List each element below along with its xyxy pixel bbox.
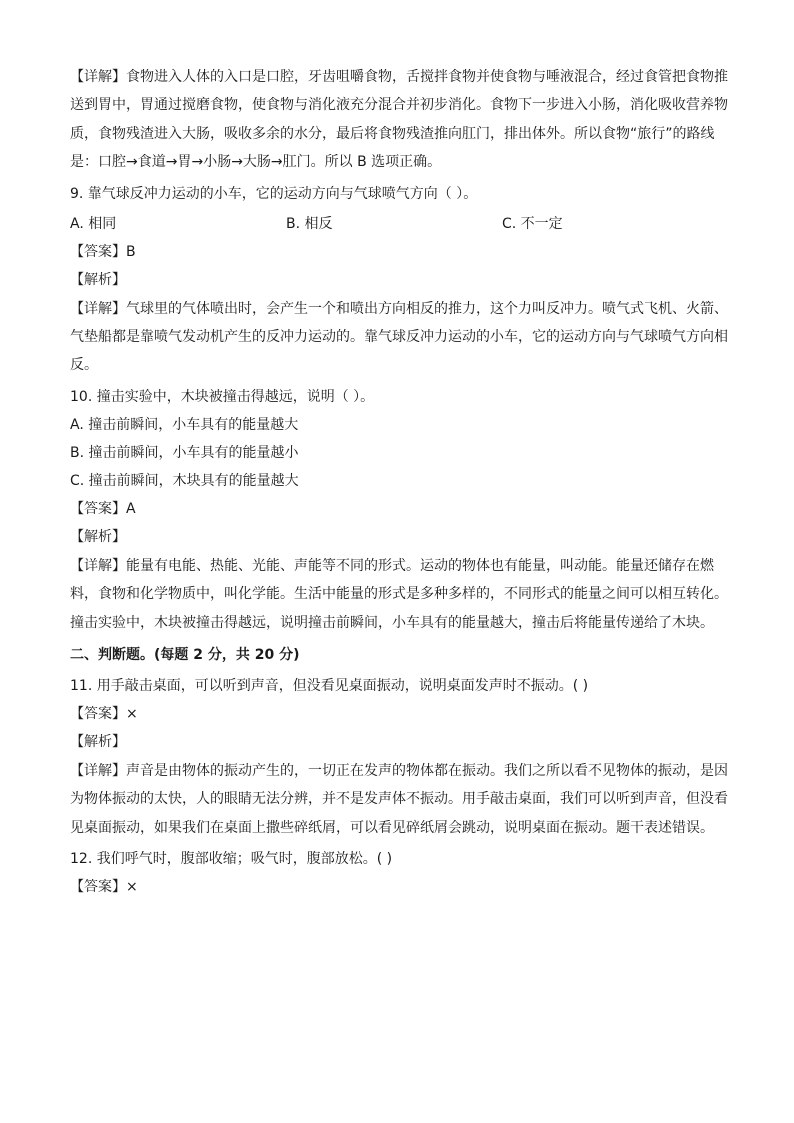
option-c: C. 不一定	[502, 215, 563, 232]
document-page	[70, 62, 730, 901]
answer-label: 【答案】×	[70, 879, 138, 896]
section-heading: 二、判断题。(每题 2 分，共 20 分)	[70, 647, 300, 664]
question-text: 9. 靠气球反冲力运动的小车，它的运动方向与气球喷气方向（ ）。	[70, 185, 478, 202]
detail-paragraph: 【详解】能量有电能、热能、光能、声能等不同的形式。运动的物体也有能量，叫动能。能量还储存在燃料，食物和化学物质中，叫化学能。生活中能量的形式是多种多样的，不同形式的能量之间可以相互转化。撞击实验中，木块被撞击得越远，说明撞击前瞬间，小车具有的能量越大，撞击后将能量传递给了木块。	[70, 557, 728, 631]
answer-label: 【答案】A	[70, 500, 136, 517]
option-b: B. 撞击前瞬间，小车具有的能量越小	[70, 444, 299, 461]
question-text: 11. 用手敲击桌面，可以听到声音，但没看见桌面振动，说明桌面发声时不振动。( )	[70, 678, 589, 695]
question-text: 10. 撞击实验中，木块被撞击得越远，说明（ ）。	[70, 388, 375, 405]
option-a: A. 撞击前瞬间，小车具有的能量越大	[70, 416, 299, 433]
analysis-label: 【解析】	[70, 271, 126, 288]
detail-paragraph: 【详解】声音是由物体的振动产生的，一切正在发声的物体都在振动。我们之所以看不见物体的振动，是因为物体振动的太快，人的眼睛无法分辨，并不是发声体不振动。用手敲击桌面，我们可以听到声音，但没看见桌面振动，如果我们在桌面上撒些碎纸屑，可以看见碎纸屑会跳动，说明桌面在振动。题干表述错误。	[70, 763, 728, 836]
question-9	[70, 180, 730, 380]
question-12	[70, 845, 730, 901]
detail-paragraph-q8: 【详解】食物进入人体的入口是口腔，牙齿咀嚼食物，舌搅拌食物并使食物与唾液混合，经过食管把食物推送到胃中，胃通过搅磨食物，使食物与消化液充分混合并初步消化。食物下一步进入小肠，消化吸收营养物质，食物残渣进入大肠，吸收多余的水分，最后将食物残渣推向肛门，排出体外。所以食物“旅行”的路线是：口腔→食道→胃→小肠→大肠→肛门。所以 B 选项正确。	[70, 69, 728, 171]
option-c: C. 撞击前瞬间，木块具有的能量越大	[70, 472, 299, 489]
answer-label: 【答案】×	[70, 706, 138, 723]
option-a: A. 相同	[70, 215, 117, 232]
answer-label: 【答案】B	[70, 243, 136, 260]
detail-paragraph: 【详解】气球里的气体喷出时，会产生一个和喷出方向相反的推力，这个力叫反冲力。喷气式飞机、火箭、气垫船都是靠喷气发动机产生的反冲力运动的。靠气球反冲力运动的小车，它的运动方向与气球喷气方向相反。	[70, 300, 728, 374]
analysis-label: 【解析】	[70, 734, 126, 751]
question-text: 12. 我们呼气时，腹部收缩；吸气时，腹部放松。( )	[70, 851, 393, 868]
analysis-label: 【解析】	[70, 528, 126, 545]
options-row	[70, 210, 730, 238]
question-10	[70, 383, 730, 637]
question-11	[70, 672, 730, 842]
option-b: B. 相反	[286, 215, 333, 232]
